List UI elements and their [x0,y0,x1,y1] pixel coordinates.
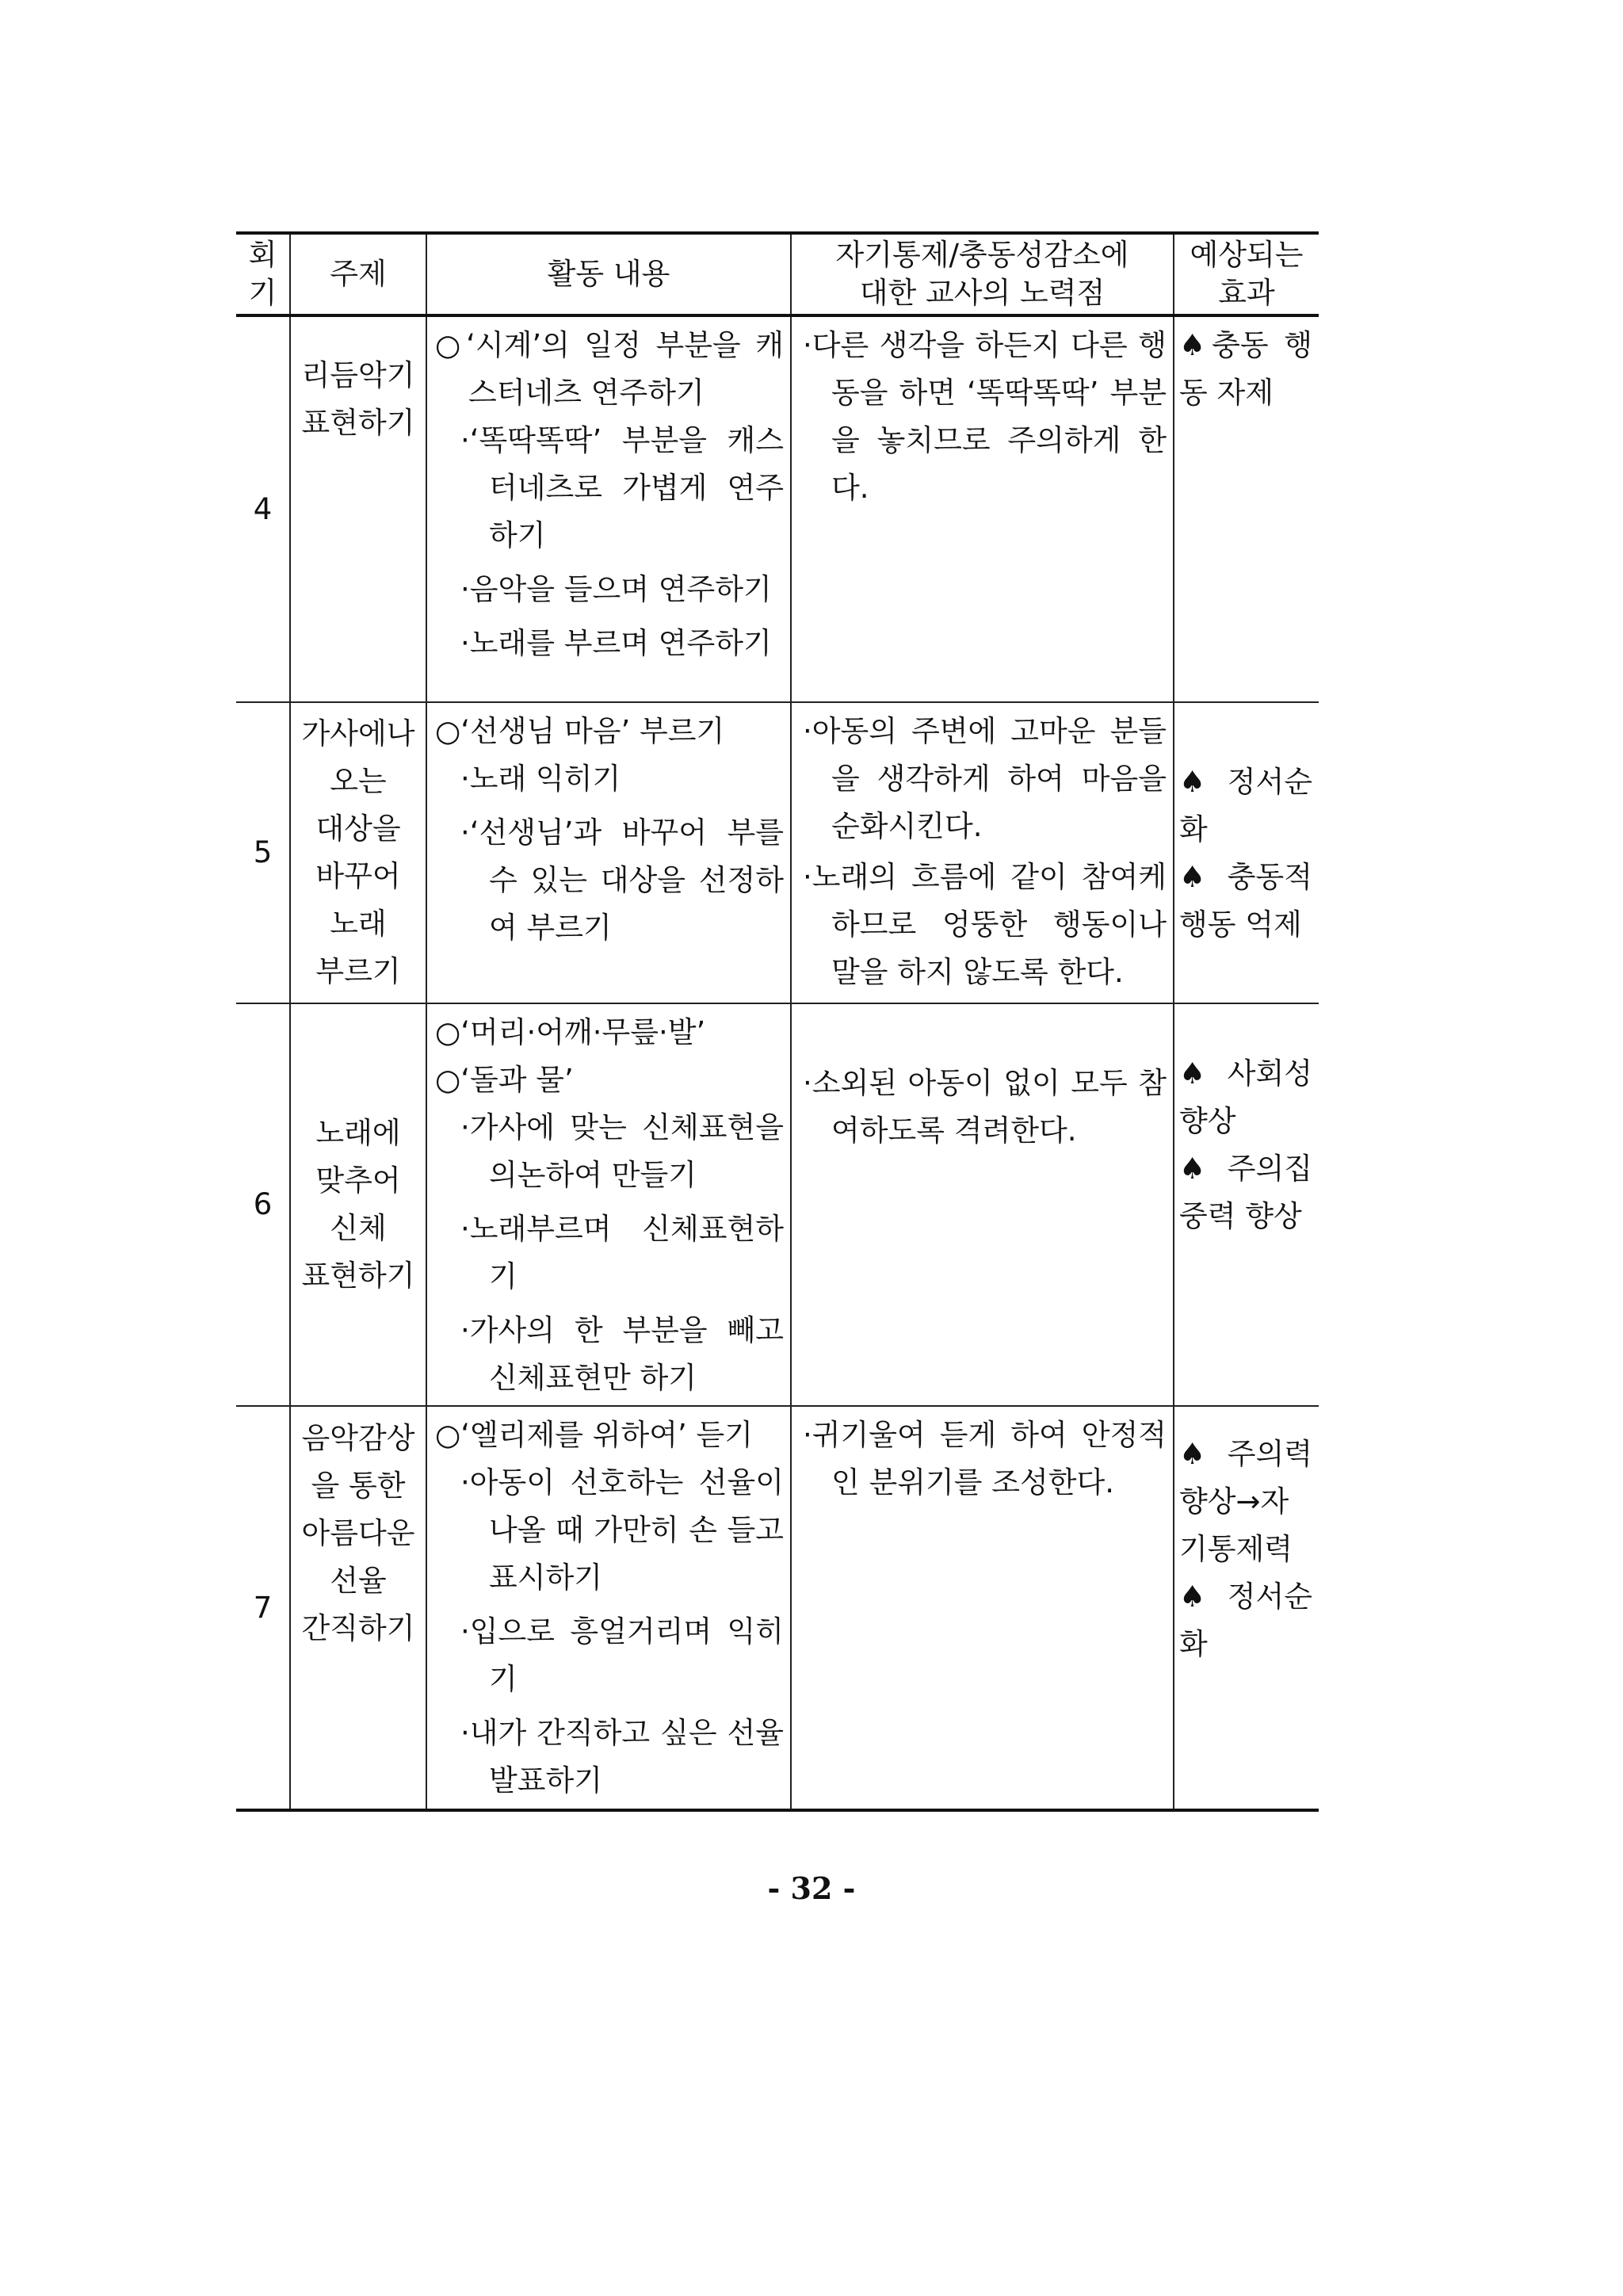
page-content [236,231,1319,1812]
effect-cell: ♠사회성 향상 ♠주의집중력 향상 [1174,1003,1319,1406]
effort-cell: ·아동의 주변에 고마운 분들을 생각하게 하여 마음을 순화시킨다. ·노래의 흐름에 같이 참여케 하므로 엉뚱한 행동이나 말을 하지 않도록 한다. [791,702,1174,1003]
effort-cell: ·귀기울여 듣게 하여 안정적인 분위기를 조성한다. [791,1406,1174,1810]
effect-cell: ♠주의력 향상→자기통제력 ♠정서순화 [1174,1406,1319,1810]
topic-cell: 노래에 맞추어 신체 표현하기 [290,1003,426,1406]
round-number: 4 [236,315,290,702]
round-number: 5 [236,702,290,1003]
header-effect: 예상되는 효과 [1174,233,1319,315]
topic-cell: 리듬악기 표현하기 [290,315,426,702]
table-row [236,1406,1319,1810]
round-number: 6 [236,1003,290,1406]
effort-cell: ·소외된 아동이 없이 모두 참여하도록 격려한다. [791,1003,1174,1406]
page-number: - 32 - [767,1870,856,1906]
table-header-row [236,233,1319,315]
activity-cell: ○‘시계’의 일정 부분을 캐스터네츠 연주하기 ·‘똑딱똑딱’ 부분을 캐스터네츠로 가볍게 연주하기 ·음악을 들으며 연주하기 ·노래를 부르며 연주하기 [426,315,791,702]
activity-cell: ○‘선생님 마음’ 부르기 ·노래 익히기 ·‘선생님’과 바꾸어 부를 수 있는 대상을 선정하여 부르기 [426,702,791,1003]
header-topic: 주제 [290,233,426,315]
header-activity: 활동 내용 [426,233,791,315]
table-row [236,1003,1319,1406]
topic-cell: 음악감상 을 통한 아름다운 선율 간직하기 [290,1406,426,1810]
table-row [236,702,1319,1003]
effect-cell: ♠정서순화 ♠충동적 행동 억제 [1174,702,1319,1003]
header-round: 회 기 [236,233,290,315]
effort-cell: ·다른 생각을 하든지 다른 행동을 하면 ‘똑딱똑딱’ 부분을 놓치므로 주의하게 한다. [791,315,1174,702]
table-row [236,315,1319,702]
activity-cell: ○‘엘리제를 위하여’ 듣기 ·아동이 선호하는 선율이 나올 때 가만히 손 들고 표시하기 ·입으로 흥얼거리며 익히기 ·내가 간직하고 싶은 선율 발표하기 [426,1406,791,1810]
topic-cell: 가사에나 오는 대상을 바꾸어 노래 부르기 [290,702,426,1003]
activity-cell: ○‘머리·어깨·무릎·발’ ○‘돌과 물’ ·가사에 맞는 신체표현을 의논하여 만들기 ·노래부르며 신체표현하기 ·가사의 한 부분을 빼고 신체표현만 하기 [426,1003,791,1406]
header-effort: 자기통제/충동성감소에 대한 교사의 노력점 [791,233,1174,315]
round-number: 7 [236,1406,290,1810]
effect-cell: ♠충동 행동 자제 [1174,315,1319,702]
activity-plan-table [236,231,1319,1812]
